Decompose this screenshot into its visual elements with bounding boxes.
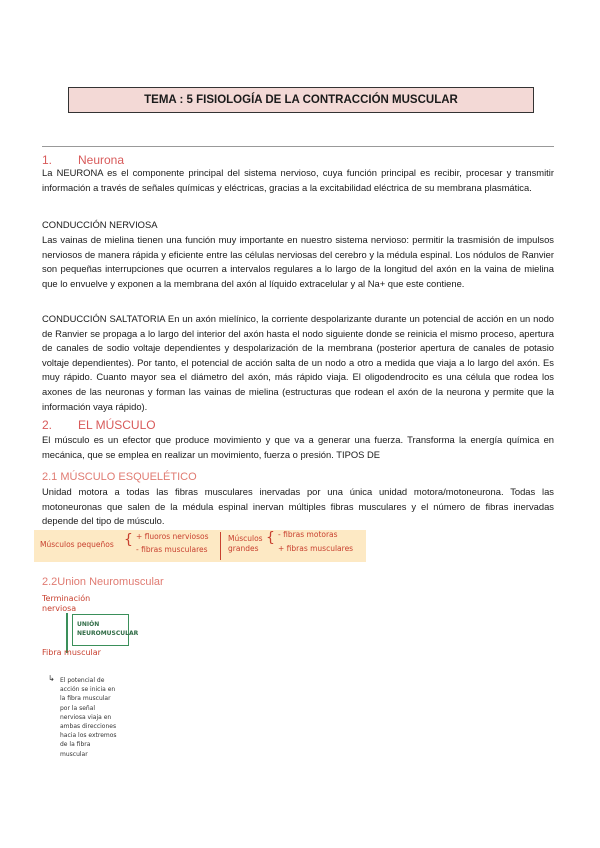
- note-small-b: - fibras musculares: [136, 545, 208, 554]
- section-2-number: 2.: [42, 418, 53, 432]
- diagram-junction-box: [72, 614, 139, 646]
- section-2-2-heading: 2.2Union Neuromuscular: [42, 576, 164, 588]
- note-small-a: + fluoros nerviosos: [136, 532, 209, 541]
- note-small-muscles: Músculos pequeños: [40, 540, 114, 549]
- bullet-arrow-icon: ↳: [48, 674, 55, 683]
- diagram-top-label: Terminación nerviosa: [42, 594, 91, 613]
- section-1-paragraph: La NEURONA es el componente principal del sistema nervioso, cuya función principal es recibir, procesar y transmitir información a través de señales químicas y eléctricas, gracias a la excitabilidad eléctrica de su membrana plasmática.: [42, 167, 554, 193]
- diagram-nerve-line: [66, 613, 68, 653]
- conduccion-nerviosa-heading: CONDUCCIÓN NERVIOSA: [42, 219, 158, 230]
- note-large-muscles: Músculos grandes: [228, 534, 263, 553]
- diagram-bottom-label: Fibra muscular: [42, 648, 101, 657]
- conduccion-saltatoria-paragraph: CONDUCCIÓN SALTATORIA En un axón mielínico, la corriente despolarizante durante un potencial de acción en un nodo de Ranvier se propaga a lo largo del interior del axón hasta el nodo siguiente donde se reinicia el mismo proceso, apertura de canales de sodio voltaje dependientes y despolarización de la membrana (posterior apertura de canales de potasio voltaje dependientes). Por tanto, el potencial de acción salta de un nodo a otro a medida que viaja a lo largo del axón. Es muy rápido. Cuanto mayor sea el diámetro del axón, más rápido viaja. El oligodendrocito es una célula que rodea los axones de las neuronas y forman las vainas de mielina (estructuras que rodean el axón de la neurona y permite que la información vaya rápido).: [42, 313, 554, 412]
- conduccion-nerviosa-paragraph: Las vainas de mielina tienen una función muy importante en nuestro sistema nervioso: permitir la trasmisión de impulsos nerviosos de manera rápida y eficiente entre las células nerviosas del cerebro y la médula espinal. Los nódulos de Ranvier son pequeñas interrupciones que ocurren a intervalos regulares a lo largo de la longitud del axón en la vaina de mielina que lo envuelve y exponen a la membrana del axón al líquido extracelular y al Na+ que este contiene.: [42, 234, 554, 289]
- notes-separator: [220, 532, 221, 560]
- note-large-a: - fibras motoras: [278, 530, 338, 539]
- section-1-heading: [42, 153, 124, 167]
- diagram-note: El potencial de acción se inicia en la fibra muscular por la señal nerviosa viaja en ambas direcciones hacia los extremos de la fibra muscular: [60, 677, 117, 758]
- divider: [42, 146, 554, 147]
- brace-icon: {: [124, 532, 133, 548]
- section-2-heading: [42, 418, 156, 432]
- page-title: TEMA : 5 FISIOLOGÍA DE LA CONTRACCIÓN MUSCULAR: [68, 87, 534, 113]
- section-2-paragraph: El músculo es un efector que produce movimiento y que va a generar una fuerza. Transforma la energía química en mecánica, que se emplea en realizar un movimiento, fuerza o presión. TIPOS DE: [42, 434, 554, 460]
- note-large-b: + fibras musculares: [278, 544, 354, 553]
- section-1-title: Neurona: [78, 153, 125, 167]
- section-2-1-heading: 2.1 MÚSCULO ESQUELÉTICO: [42, 471, 197, 483]
- diagram-box-label: UNIÓN NEUROMUSCULAR: [77, 621, 139, 637]
- section-1-number: 1.: [42, 153, 53, 167]
- section-2-title: EL MÚSCULO: [78, 418, 156, 432]
- section-2-1-paragraph: Unidad motora a todas las fibras musculares inervadas por una única unidad motora/motoneurona. Todas las motoneuronas que salen de la médula espinal inervan múltiples fibras musculares y el número de fibras inervadas depende del tipo de músculo.: [42, 486, 554, 527]
- brace-icon-2: {: [266, 530, 275, 546]
